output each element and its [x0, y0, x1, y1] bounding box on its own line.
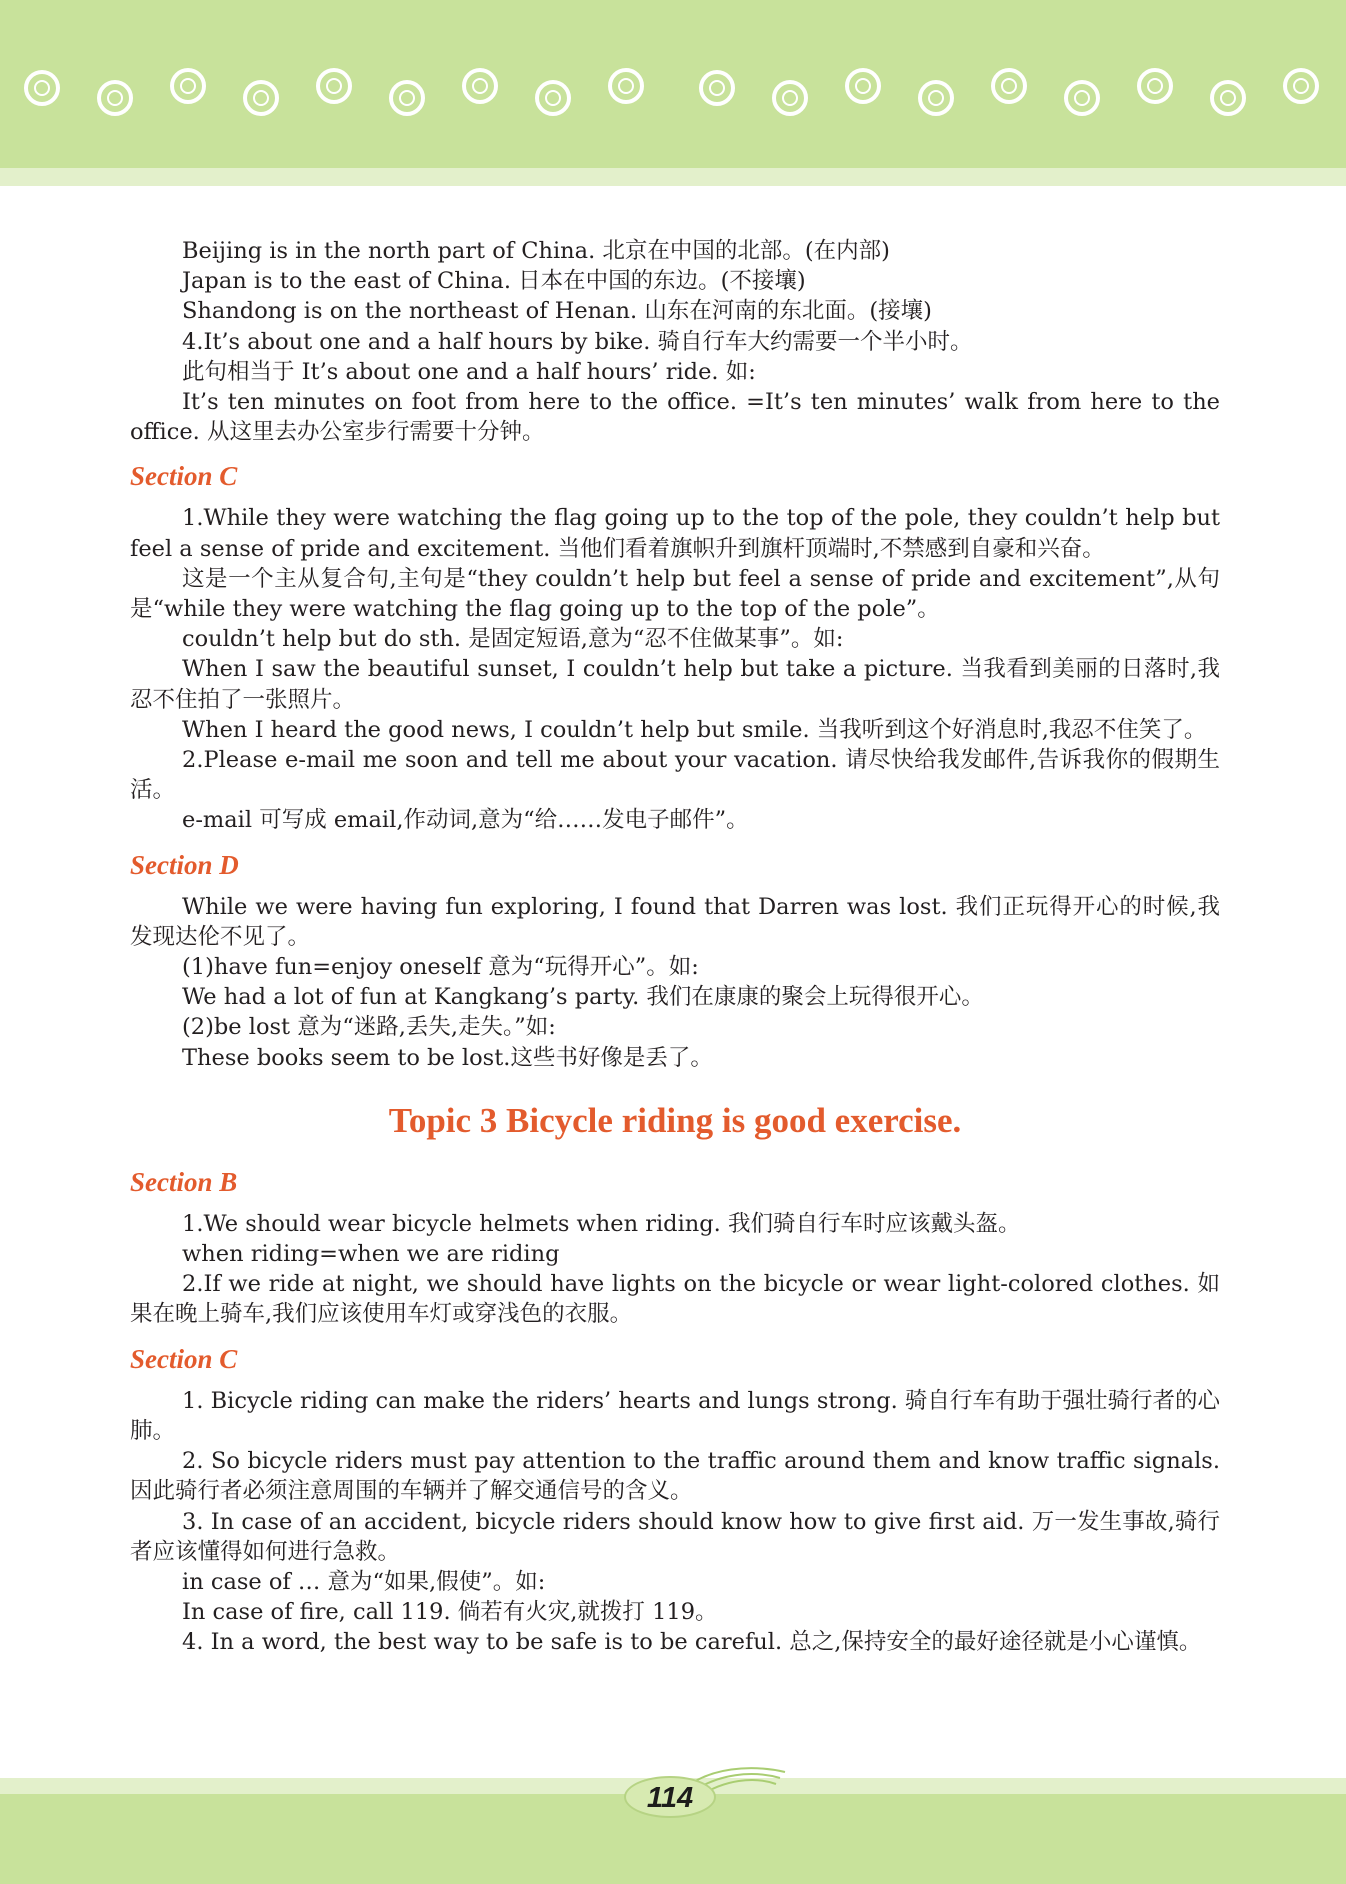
double-ring-icon: [608, 68, 644, 104]
paragraph: (2)be lost 意为“迷路,丢失,走失。”如:: [182, 1014, 556, 1041]
paragraph: 3. In case of an accident, bicycle riders should know how to give first aid. 万一发生事故,骑行者应该懂得如何进行急救。: [130, 1508, 1220, 1565]
paragraph: (1)have fun=enjoy oneself 意为“玩得开心”。如:: [182, 954, 699, 981]
double-ring-icon: [1064, 80, 1100, 116]
section-heading: Section C: [130, 461, 238, 492]
paragraph: It’s ten minutes on foot from here to the office. =It’s ten minutes’ walk from here to the office. 从这里去办公室步行需要十分钟。: [130, 389, 1220, 446]
paragraph: Shandong is on the northeast of Henan. 山东在河南的东北面。(接壤): [182, 298, 932, 325]
section-heading: Section C: [130, 1343, 238, 1374]
paragraph: In case of fire, call 119. 倘若有火灾,就拨打 119。: [182, 1599, 718, 1626]
paragraph: 4.It’s about one and a half hours by bike. 骑自行车大约需要一个半小时。: [182, 328, 973, 355]
paragraph: e-mail 可写成 email,作动词,意为“给……发电子邮件”。: [182, 807, 749, 834]
double-ring-icon: [170, 68, 206, 104]
double-ring-icon: [1137, 68, 1173, 104]
double-ring-icon: [243, 80, 279, 116]
section-heading: Section D: [130, 849, 239, 880]
double-ring-icon: [991, 68, 1027, 104]
paragraph: When I saw the beautiful sunset, I couldn’t help but take a picture. 当我看到美丽的日落时,我忍不住拍了一张照片。: [130, 656, 1220, 713]
double-ring-icon: [918, 80, 954, 116]
page-header-band: [0, 0, 1346, 168]
paragraph: 1.We should wear bicycle helmets when riding. 我们骑自行车时应该戴头盔。: [182, 1210, 1021, 1237]
paragraph: when riding=when we are riding: [182, 1241, 560, 1268]
paragraph: 2.Please e-mail me soon and tell me about your vacation. 请尽快给我发邮件,告诉我你的假期生活。: [130, 747, 1220, 804]
paragraph: in case of … 意为“如果,假使”。如:: [182, 1568, 546, 1595]
topic-title: Topic 3 Bicycle riding is good exercise.: [388, 1100, 962, 1140]
double-ring-icon: [97, 80, 133, 116]
paragraph: When I heard the good news, I couldn’t help but smile. 当我听到这个好消息时,我忍不住笑了。: [182, 716, 1207, 743]
paragraph: 4. In a word, the best way to be safe is to be careful. 总之,保持安全的最好途径就是小心谨慎。: [182, 1629, 1202, 1656]
page-number: 114: [646, 1782, 694, 1814]
double-ring-icon: [24, 70, 60, 106]
paragraph: 1. Bicycle riding can make the riders’ hearts and lungs strong. 骑自行车有助于强壮骑行者的心肺。: [130, 1387, 1220, 1444]
double-ring-icon: [1283, 68, 1319, 104]
paragraph: These books seem to be lost.这些书好像是丢了。: [182, 1044, 713, 1071]
paragraph: couldn’t help but do sth. 是固定短语,意为“忍不住做某事”。如:: [182, 626, 844, 653]
paragraph: 这是一个主从复合句,主句是“they couldn’t help but feel a sense of pride and excitement”,从句是“while they were watching the flag going up to the top of the pole”。: [130, 565, 1220, 623]
paragraph: 1.While they were watching the flag going up to the top of the pole, they couldn’t help but feel a sense of pride and excitement. 当他们看着旗帜升到旗杆顶端时,不禁感到自豪和兴奋。: [130, 505, 1220, 562]
section-heading: Section B: [130, 1166, 238, 1197]
paragraph: Japan is to the east of China. 日本在中国的东边。(不接壤): [182, 268, 806, 295]
double-ring-icon: [316, 68, 352, 104]
paragraph: We had a lot of fun at Kangkang’s party. 我们在康康的聚会上玩得很开心。: [182, 984, 984, 1011]
page-content: [130, 236, 1220, 1658]
paragraph: Beijing is in the north part of China. 北京在中国的北部。(在内部): [182, 238, 890, 264]
paragraph: While we were having fun exploring, I found that Darren was lost. 我们正玩得开心的时候,我发现达伦不见了。: [130, 893, 1220, 950]
paragraph: 2. So bicycle riders must pay attention to the traffic around them and know traffic signals. 因此骑行者必须注意周围的车辆并了解交通信号的含义。: [130, 1448, 1220, 1505]
double-ring-icon: [699, 70, 735, 106]
header-light-strip: [0, 168, 1346, 186]
double-ring-icon: [389, 80, 425, 116]
double-ring-icon: [845, 68, 881, 104]
paragraph: 此句相当于 It’s about one and a half hours’ ride. 如:: [182, 358, 756, 385]
paragraph: 2.If we ride at night, we should have lights on the bicycle or wear light-colored clothes. 如果在晚上骑车,我们应该使用车灯或穿浅色的衣服。: [130, 1271, 1220, 1328]
double-ring-icon: [772, 80, 808, 116]
double-ring-icon: [535, 80, 571, 116]
double-ring-icon: [1210, 80, 1246, 116]
double-ring-icon: [462, 68, 498, 104]
